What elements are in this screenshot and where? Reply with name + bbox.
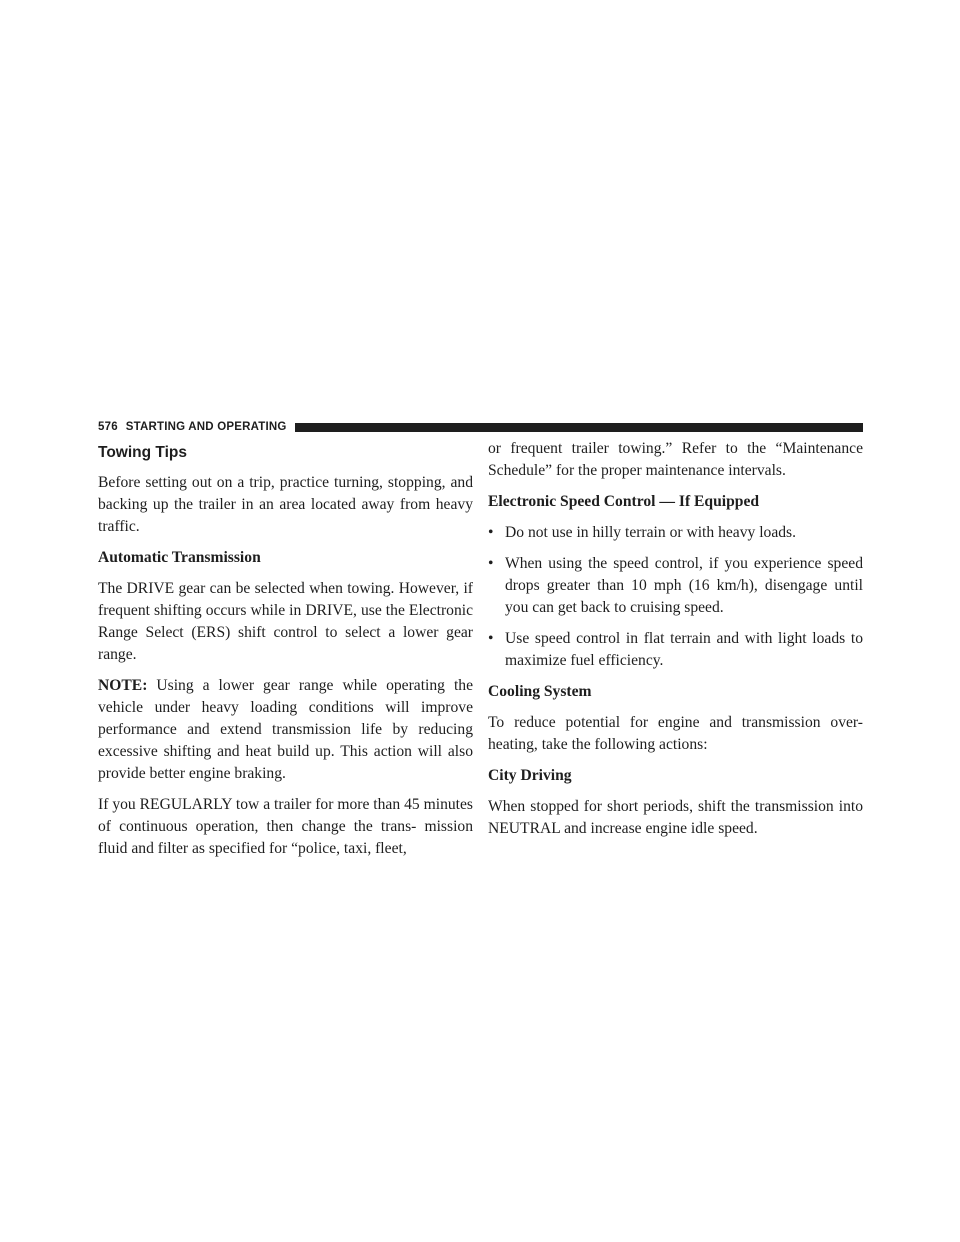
city-driving-body: When stopped for short periods, shift the transmission into NEUTRAL and increase engine idle speed. — [488, 798, 863, 837]
bullet-icon: • — [488, 630, 494, 647]
left-column — [98, 438, 473, 869]
automatic-transmission-body: The DRIVE gear can be selected when towing. However, if frequent shifting occurs while in DRIVE, use the Electronic Range Select (ERS) shift control to select a lower gear range. — [98, 580, 473, 663]
note-text: Using a lower gear range while operating the vehicle under heavy loading conditions will improve performance and extend transmission life by reducing excessive shifting and heat build up. This action will also provide better engine braking. — [98, 677, 473, 782]
list-item — [488, 522, 863, 544]
regular-tow-paragraph: If you REGULARLY tow a trailer for more than 45 minutes of continuous operation, then change the trans- mission fluid and filter as specified for “police, taxi, fleet, — [98, 796, 473, 857]
right-column — [488, 438, 863, 849]
towing-tips-heading: Towing Tips — [98, 444, 187, 461]
note-label: NOTE: — [98, 677, 148, 694]
list-item-text: Do not use in hilly terrain or with heavy loads. — [505, 524, 797, 541]
list-item — [488, 628, 863, 672]
section-title: STARTING AND OPERATING — [125, 421, 287, 433]
cooling-system-heading: Cooling System — [488, 683, 592, 700]
list-item — [488, 553, 863, 619]
bullet-icon: • — [488, 555, 494, 572]
list-item-text: Use speed control in flat terrain and with light loads to maximize fuel efficiency. — [505, 630, 863, 669]
towing-tips-intro: Before setting out on a trip, practice turning, stopping, and backing up the trailer in an area located away from heavy traffic. — [98, 474, 473, 535]
cooling-system-body: To reduce potential for engine and transmission over- heating, take the following actions: — [488, 714, 863, 753]
note-paragraph — [98, 675, 473, 785]
city-driving-heading: City Driving — [488, 767, 572, 784]
speed-control-list — [488, 522, 863, 672]
list-item-text: When using the speed control, if you experience speed drops greater than 10 mph (16 km/h), disengage until you can get back to cruising speed. — [505, 555, 863, 616]
automatic-transmission-heading: Automatic Transmission — [98, 549, 261, 566]
speed-control-heading: Electronic Speed Control — If Equipped — [488, 493, 760, 510]
header-rule — [295, 423, 863, 432]
bullet-icon: • — [488, 524, 494, 541]
page-header — [98, 420, 863, 434]
page-number: 576 — [98, 421, 118, 433]
continuation-paragraph: or frequent trailer towing.” Refer to the “Maintenance Schedule” for the proper maintenance intervals. — [488, 440, 863, 479]
